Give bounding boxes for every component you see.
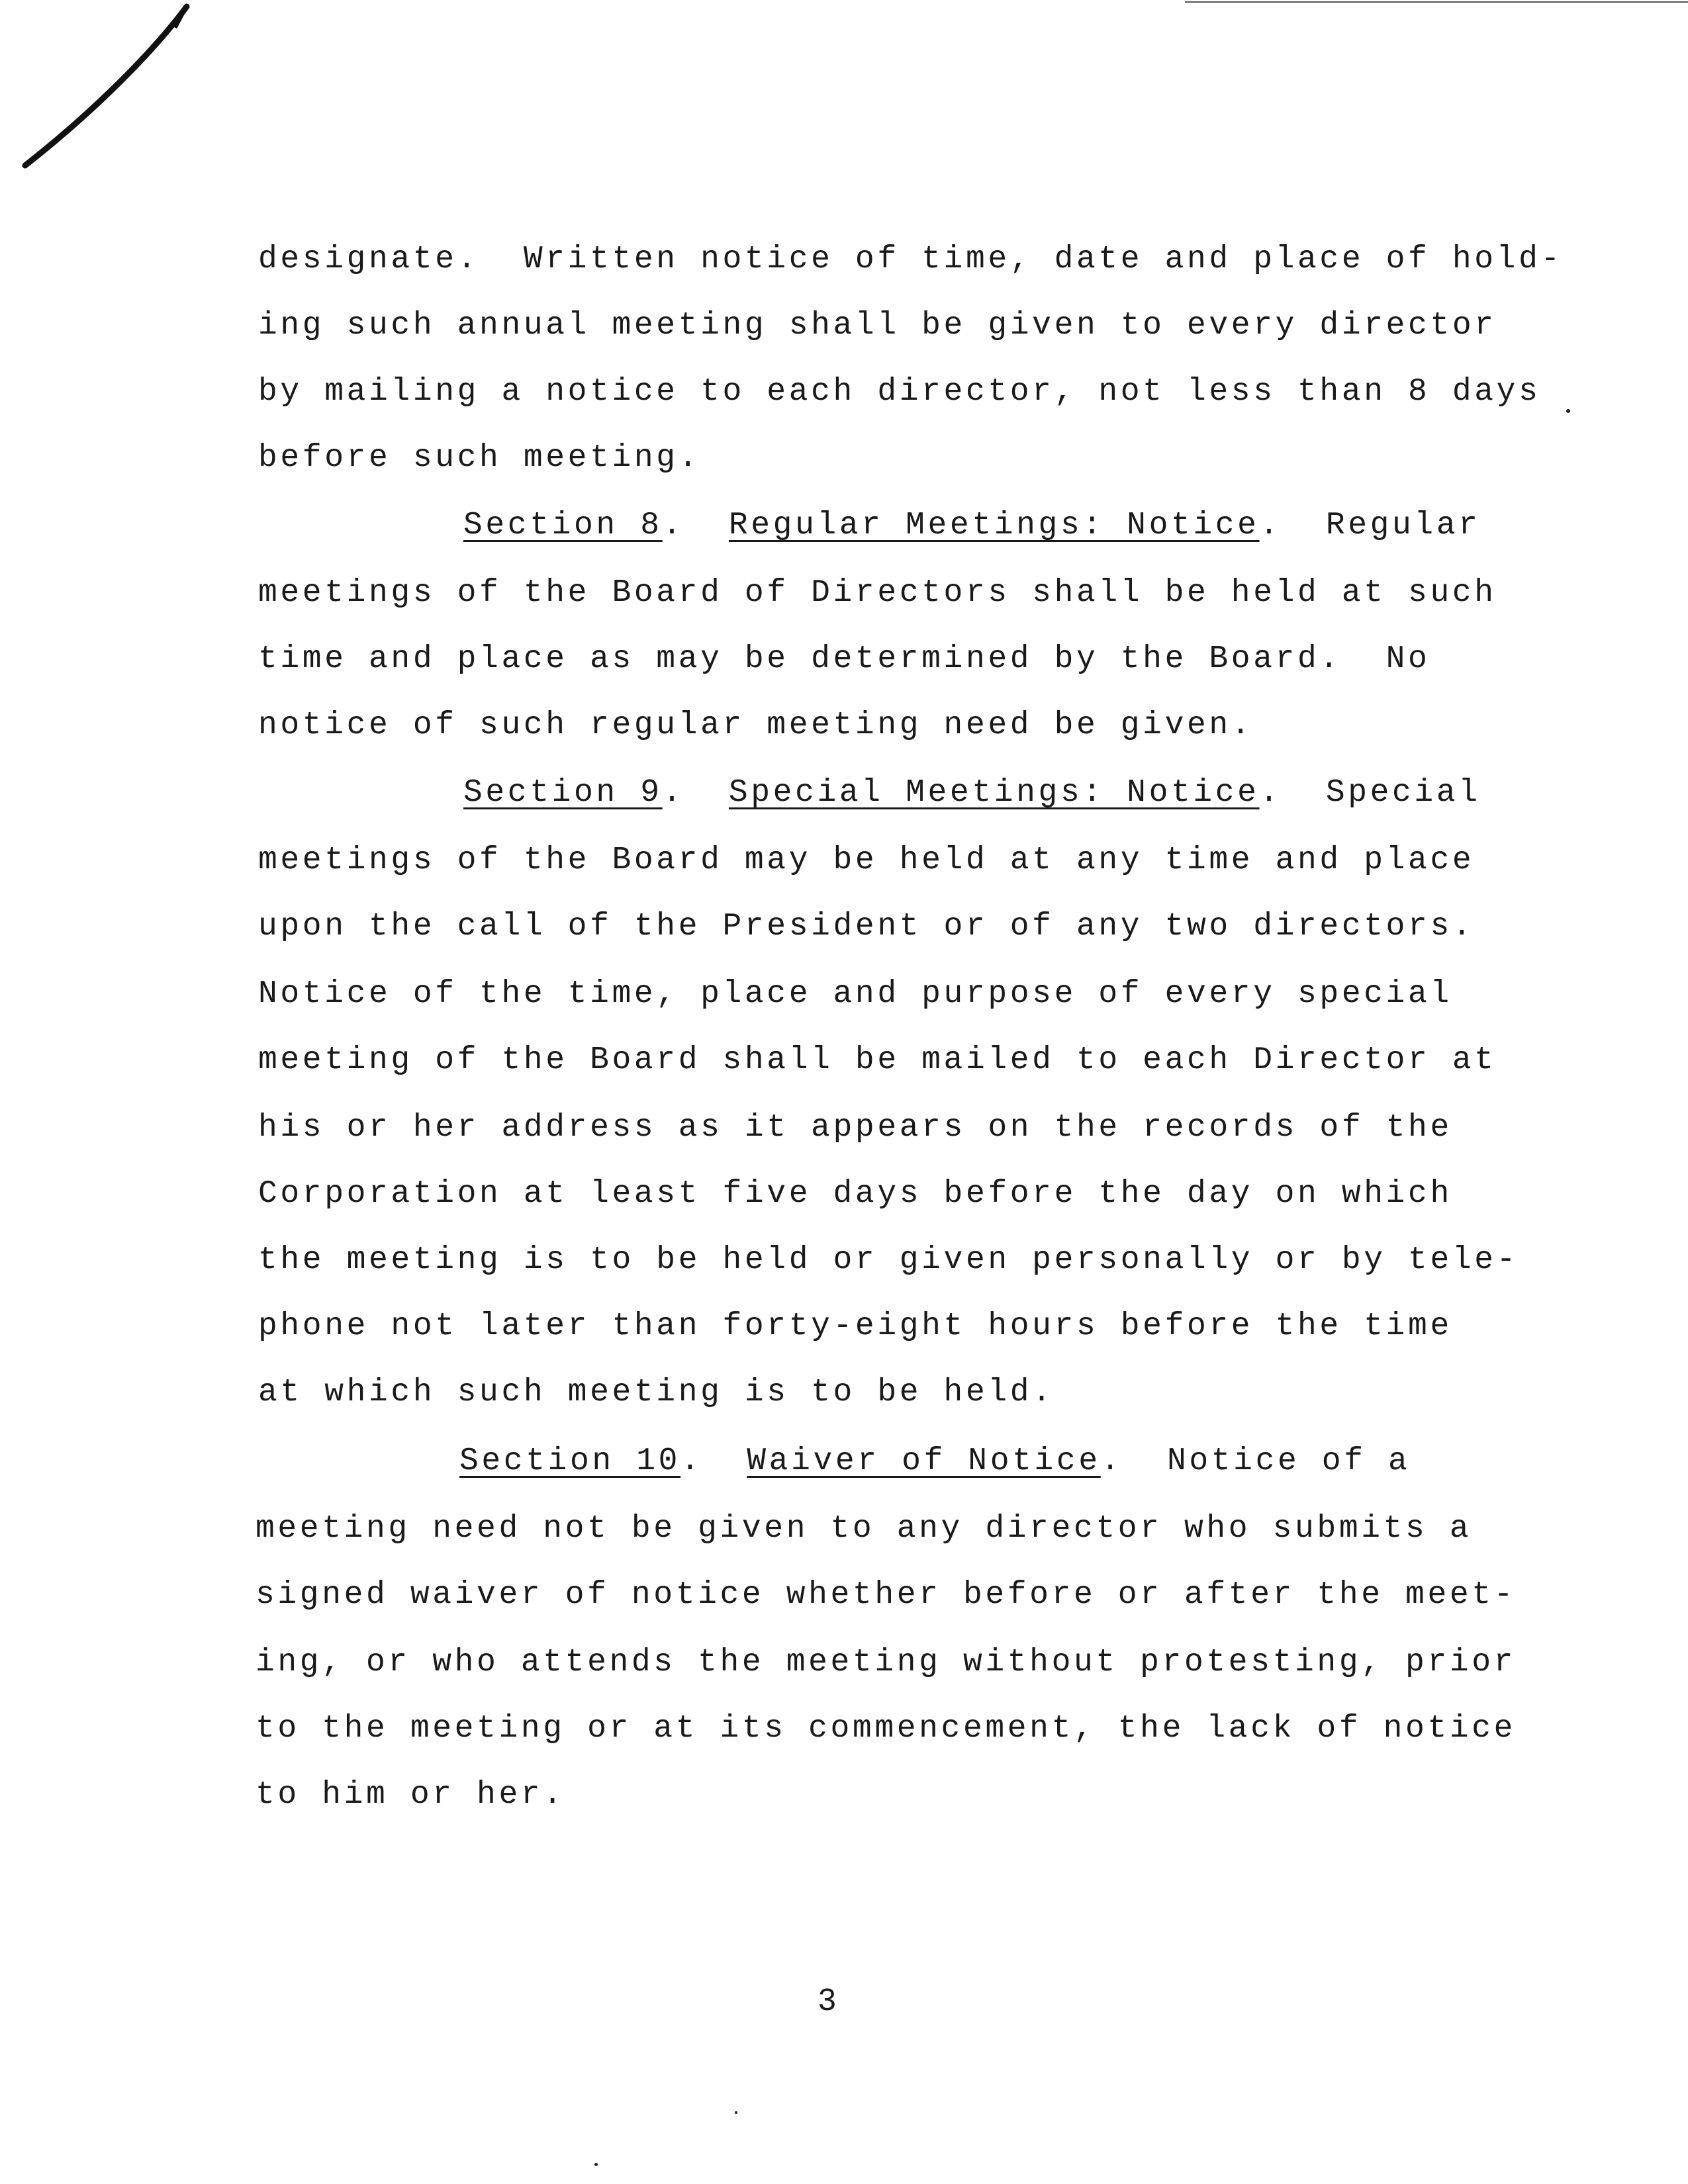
stray-speck: [1566, 409, 1570, 413]
body-line: at which such meeting is to be held.: [258, 1375, 1055, 1410]
body-line: his or her address as it appears on the records of the: [258, 1110, 1452, 1146]
stray-speck: [594, 2163, 598, 2166]
body-line: before such meeting.: [258, 440, 701, 476]
pen-slash-mark: [13, 0, 199, 172]
body-line: to the meeting or at its commencement, the lack of notice: [256, 1711, 1517, 1747]
body-line: meeting need not be given to any director who submits a: [256, 1511, 1472, 1547]
body-line: designate. Written notice of time, date and place of hold-: [258, 242, 1563, 277]
top-edge-rule: [1185, 0, 1688, 4]
body-line: notice of such regular meeting need be given.: [258, 707, 1254, 743]
section-10-heading-line: Section 10. Waiver of Notice. Notice of a: [459, 1443, 1411, 1479]
body-line: Corporation at least five days before the day on which: [258, 1176, 1452, 1212]
body-line: meetings of the Board may be held at any time and place: [258, 842, 1475, 878]
section-label: Section 8: [463, 508, 663, 543]
body-line: phone not later than forty-eight hours before the time: [258, 1308, 1452, 1344]
body-line: by mailing a notice to each director, not less than 8 days: [258, 374, 1541, 410]
body-line: meeting of the Board shall be mailed to each Director at: [258, 1042, 1497, 1078]
section-label: Section 9: [463, 775, 663, 811]
section-first-line-text: Special: [1325, 775, 1481, 811]
body-line: upon the call of the President or of any two directors.: [258, 909, 1475, 944]
body-line: to him or her.: [256, 1777, 565, 1813]
section-title: Special Meetings: Notice: [728, 775, 1260, 811]
body-line: Notice of the time, place and purpose of every special: [258, 976, 1452, 1012]
body-line: the meeting is to be held or given personally or by tele-: [258, 1242, 1519, 1278]
page-number: 3: [818, 1984, 837, 2020]
section-8-heading-line: Section 8. Regular Meetings: Notice. Regular: [463, 508, 1481, 543]
section-first-line-text: Regular: [1325, 508, 1481, 543]
body-line: signed waiver of notice whether before or after the meet-: [256, 1577, 1517, 1613]
section-9-heading-line: Section 9. Special Meetings: Notice. Special: [463, 775, 1481, 811]
section-title: Waiver of Notice: [747, 1443, 1101, 1479]
body-line: meetings of the Board of Directors shall be held at such: [258, 575, 1497, 611]
section-label: Section 10: [459, 1443, 681, 1479]
body-line: time and place as may be determined by the Board. No: [258, 641, 1430, 677]
section-first-line-text: Notice of a: [1166, 1443, 1411, 1479]
stray-speck: [735, 2111, 737, 2114]
section-title: Regular Meetings: Notice: [728, 508, 1260, 543]
body-line: ing, or who attends the meeting without protesting, prior: [256, 1645, 1517, 1680]
body-line: ing such annual meeting shall be given to every director: [258, 308, 1497, 343]
